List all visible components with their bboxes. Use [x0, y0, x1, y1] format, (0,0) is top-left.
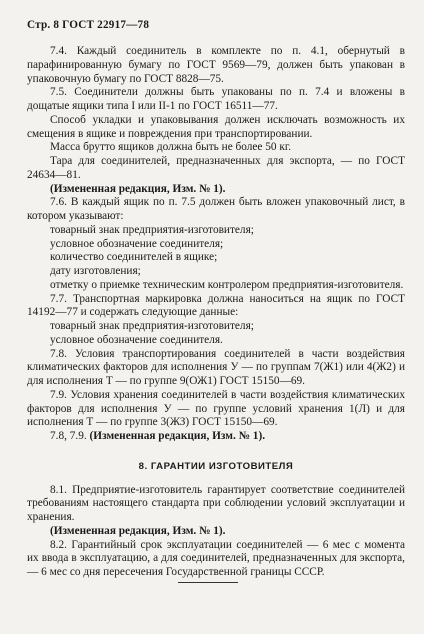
section-title: 8. ГАРАНТИИ ИЗГОТОВИТЕЛЯ — [138, 460, 294, 472]
paragraph-export-container: Тара для соединителей, предназначенных для экспорта, — по ГОСТ 24634—81. — [27, 155, 405, 181]
paragraph-7-4: 7.4. Каждый соединитель в комплекте по п. 4.1, обернутый в парафинированную бумагу по ГОСТ 9569—79, должен быть упакован в упаковочную бумагу по ГОСТ 8828—75. — [27, 45, 405, 85]
paragraph-gross-mass: Масса брутто ящиков должна быть не более 50 кг. — [50, 141, 292, 154]
list-item-acceptance-mark: отметку о приемке техническим контролером предприятия-изготовителя. — [50, 278, 404, 291]
amendment-label: (Измененная редакция, Изм. № 1). — [89, 430, 266, 442]
page-header: Стр. 8 ГОСТ 22917—78 — [27, 19, 150, 31]
paragraph-7-5: 7.5. Соединители должны быть упакованы по п. 7.4 и вложены в дощатые ящики типа I или II-1 по ГОСТ 16511—77. — [27, 86, 405, 112]
list-item-quantity: количество соединителей в ящике; — [50, 251, 218, 264]
paragraph-7-6: 7.6. В каждый ящик по п. 7.5 должен быть вложен упаковочный лист, в котором указывают: — [27, 196, 405, 222]
paragraph-8-1: 8.1. Предприятие-изготовитель гарантирует соответствие соединителей требованиям настоящего стандарта при соблюдении условий эксплуатации и хранения. — [27, 483, 405, 523]
amendment-note-7-8-7-9 — [27, 430, 405, 444]
document-body — [27, 45, 405, 580]
list-item-designation: условное обозначение соединителя; — [50, 237, 224, 250]
list-item-trademark-2: товарный знак предприятия-изготовителя; — [50, 320, 254, 332]
paragraph-7-8: 7.8. Условия транспортирования соединителей в части воздействия климатических факторов для исполнения У — по группам 7(Ж1) или 4(Ж2) и для исполнения Т — по группе 9(ОЖ1) ГОСТ 15150—69. — [27, 347, 405, 387]
list-item-date: дату изготовления; — [50, 265, 141, 277]
paragraph-7-9: 7.9. Условия хранения соединителей в части воздействия климатических факторов для исполнения У — по группе условий хранения 1(Л) и для исполнения Т — по группе 3(ЖЗ) ГОСТ 15150—69. — [27, 388, 405, 429]
paragraph-8-2: 8.2. Гарантийный срок эксплуатации соединителей — 6 мес с момента их ввода в эксплуатацию, а для соединителей, предназначенных для экспорта, — 6 мес со дня пересечения Государственной границы СССР. — [27, 538, 405, 578]
amendment-note: (Измененная редакция, Изм. № 1). — [50, 182, 226, 195]
end-rule — [178, 582, 238, 583]
list-item-trademark: товарный знак предприятия-изготовителя; — [50, 223, 254, 236]
paragraph-7-7: 7.7. Транспортная маркировка должна наноситься на ящик по ГОСТ 14192—77 и содержать следующие данные: — [27, 292, 405, 319]
clause-reference: 7.8, 7.9. — [50, 430, 87, 442]
paragraph-packing-method: Способ укладки и упаковывания должен исключать возможность их смещения в ящике и повреждения при транспортировании. — [27, 113, 405, 140]
list-item-designation-2: условное обозначение соединителя. — [50, 333, 223, 346]
amendment-note-8: (Измененная редакция, Изм. № 1). — [50, 524, 226, 537]
